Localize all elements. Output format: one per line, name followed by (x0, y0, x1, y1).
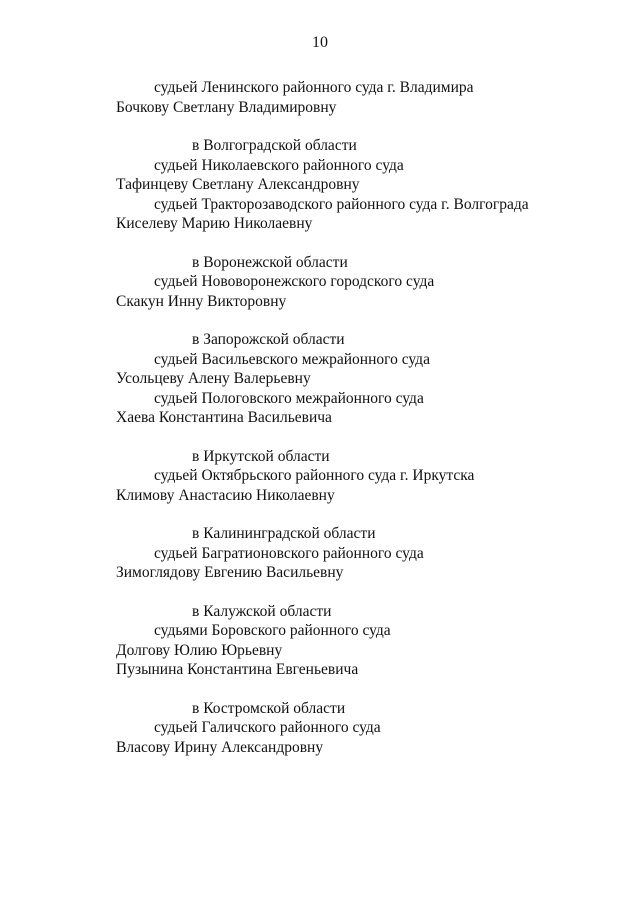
region-heading: в Запорожской области (192, 331, 345, 348)
judge-name: Пузынина Константина Евгеньевича (116, 661, 359, 678)
appointment-block (116, 330, 586, 428)
judge-position: судьей Пологовского межрайонного суда (154, 389, 424, 407)
judge-name: Бочкову Светлану Владимировну (116, 98, 337, 116)
appointment-block (116, 78, 586, 117)
judge-position: судьей Николаевского районного суда (154, 156, 404, 174)
judge-position: судьей Октябрьского районного суда г. Иркутска (154, 467, 475, 484)
judge-name: Долгову Юлию Юрьевну (116, 641, 283, 659)
paragraph-gap (116, 428, 586, 447)
region-heading: в Воронежской области (192, 253, 348, 271)
appointment-block (116, 447, 586, 506)
judge-name: Хаева Константина Васильевича (116, 409, 332, 426)
judge-name: Тафинцеву Светлану Александровну (116, 176, 360, 193)
region-heading: в Калининградской области (192, 525, 376, 542)
judge-name: Скакун Инну Викторовну (116, 292, 287, 310)
judge-name: Зимоглядову Евгению Васильевну (116, 564, 344, 581)
region-heading: в Волгоградской области (192, 137, 357, 154)
paragraph-gap (116, 680, 586, 699)
paragraph-gap (116, 234, 586, 253)
paragraph-gap (116, 311, 586, 330)
judge-name: Власову Ирину Александровну (116, 738, 324, 756)
paragraph-gap (116, 583, 586, 602)
appointment-block (116, 602, 586, 680)
region-heading: в Костромской области (192, 699, 346, 717)
judge-name: Климову Анастасию Николаевну (116, 486, 335, 504)
judge-position: судьями Боровского районного суда (154, 622, 391, 639)
region-heading: в Калужской области (192, 602, 332, 620)
judge-name: Киселеву Марию Николаевну (116, 215, 313, 232)
page-number: 10 (312, 34, 328, 51)
appointment-block (116, 524, 586, 583)
paragraph-gap (116, 505, 586, 524)
judge-position: судьей Тракторозаводского районного суда г. Волгограда (154, 195, 529, 213)
judge-position: судьей Васильевского межрайонного суда (154, 350, 430, 368)
appointment-block (116, 136, 586, 234)
appointment-block (116, 253, 586, 312)
paragraph-gap (116, 117, 586, 136)
judge-name: Усольцеву Алену Валерьевну (116, 370, 311, 387)
judge-position: судьей Ленинского районного суда г. Владимира (154, 79, 474, 96)
appointment-block (116, 699, 586, 758)
appointment-list (116, 78, 586, 757)
judge-position: судьей Нововоронежского городского суда (154, 273, 435, 290)
judge-position: судьей Багратионовского районного суда (154, 544, 424, 562)
region-heading: в Иркутской области (192, 447, 330, 465)
judge-position: судьей Галичского районного суда (154, 719, 381, 736)
